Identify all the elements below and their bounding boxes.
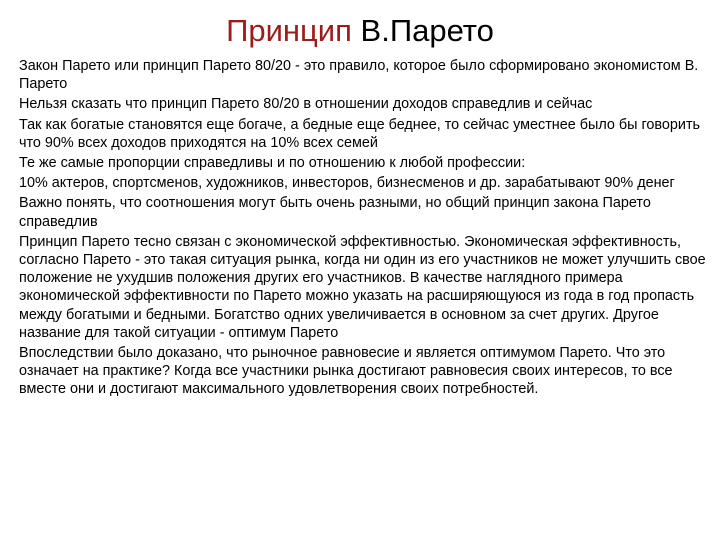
paragraph-rich-richer: Так как богатые становятся еще богаче, а бедные еще беднее, то сейчас уместнее было бы говорить что 90% всех доходов приходятся на 10% всех семей — [19, 116, 701, 151]
paragraph-fairness: Нельзя сказать что принцип Парето 80/20 в отношении доходов справедлив и сейчас — [19, 96, 593, 113]
title-accent-word: Принцип — [226, 13, 352, 48]
title-rest: В.Парето — [360, 13, 494, 48]
slide-body — [19, 57, 715, 401]
slide-title — [0, 12, 720, 50]
paragraph-equilibrium: Впоследствии было доказано, что рыночное равновесие и является оптимумом Парето. Что это означает на практике? Когда все участники рынка достигают равновесия своих интересов, то все вместе они и достигают максимального удовлетворения своих потребностей. — [19, 345, 673, 398]
paragraph-professions: Те же самые пропорции справедливы и по отношению к любой профессии: — [19, 155, 526, 172]
paragraph-pareto-law: Закон Парето или принцип Парето 80/20 - это правило, которое было сформировано экономистом В. Парето — [19, 58, 699, 93]
paragraph-actors: 10% актеров, спортсменов, художников, инвесторов, бизнесменов и др. зарабатывают 90% денег — [19, 175, 675, 192]
paragraph-ratios: Важно понять, что соотношения могут быть очень разными, но общий принцип закона Парето справедлив — [19, 195, 651, 230]
paragraph-efficiency: Принцип Парето тесно связан с экономической эффективностью. Экономическая эффективность, согласно Парето - это такая ситуация рынка, когда ни один из его участников не может улучшить свое положение не ухудшив положения других его участников. В качестве наглядного примера экономической эффективности по Парето можно указать на расширяющуюся из года в год пропасть между богатыми и бедными. Богатство одних увеличивается в основном за счет других. Другое название для такой ситуации - оптимум Парето — [19, 233, 706, 341]
